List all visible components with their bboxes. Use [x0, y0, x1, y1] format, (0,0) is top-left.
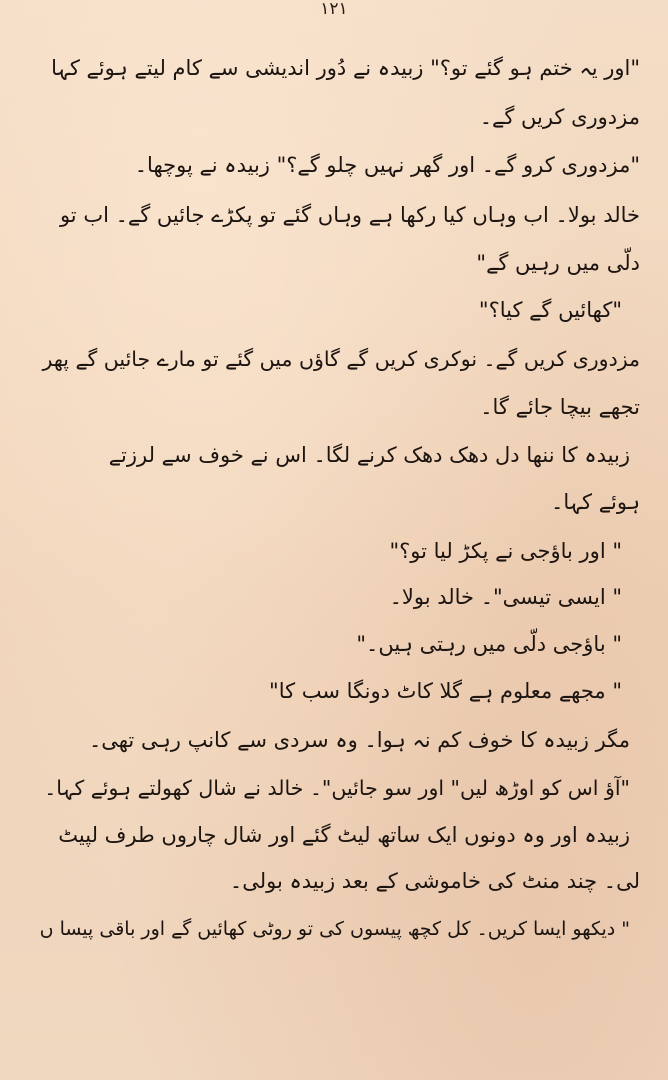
text-line: " مجھے معلوم ہے گلا کاٹ دونگا سب کا": [269, 679, 622, 703]
text-line: تجھے بیچا جائے گا۔: [480, 395, 640, 419]
text-line: "اور یہ ختم ہو گئے تو؟" زبیدہ نے دُور اندیشی سے کام لیتے ہوئے کہا: [51, 56, 640, 80]
text-line: مزدوری کریں گے۔: [479, 105, 640, 129]
text-line: " باؤجی دلّی میں رہتی ہیں۔": [356, 632, 622, 656]
text-line: " اور باؤجی نے پکڑ لیا تو؟": [389, 539, 622, 563]
text-line: مزدوری کریں گے۔ نوکری کریں گے گاؤں میں گئے تو مارے جائیں گے پھر: [42, 347, 640, 371]
text-line: "آؤ اس کو اوڑھ لیں" اور سو جائیں"۔ خالد نے شال کھولتے ہوئے کہا۔: [44, 776, 630, 800]
text-line: زبیدہ اور وہ دونوں ایک ساتھ لیٹ گئے اور شال چاروں طرف لپیٹ: [58, 823, 630, 847]
text-line: دلّی میں رہیں گے": [476, 251, 640, 275]
text-line: " ایسی تیسی"۔ خالد بولا۔: [389, 585, 622, 609]
text-line: "مزدوری کرو گے۔ اور گھر نہیں چلو گے؟" زبیدہ نے پوچھا۔: [134, 153, 640, 177]
text-line: ہوئے کہا۔: [551, 490, 640, 514]
text-line: زبیدہ کا ننھا دل دھک دھک کرنے لگا۔ اس نے خوف سے لرزتے: [108, 443, 630, 467]
page-number: ۱۲۱: [320, 0, 348, 19]
urdu-text-block: [40, 0, 640, 1080]
text-line: "کھائیں گے کیا؟": [478, 298, 622, 322]
text-line: " دیکھو ایسا کریں۔ کل کچھ پیسوں کی تو روٹی کھائیں گے اور باقی پیسا ں: [39, 918, 630, 940]
text-line: مگر زبیدہ کا خوف کم نہ ہوا۔ وہ سردی سے کانپ رہی تھی۔: [88, 728, 630, 752]
text-line: خالد بولا۔ اب وہاں کیا رکھا ہے وہاں گئے تو پکڑے جائیں گے۔ اب تو: [59, 203, 640, 227]
text-line: لی۔ چند منٹ کی خاموشی کے بعد زبیدہ بولی۔: [229, 869, 640, 893]
